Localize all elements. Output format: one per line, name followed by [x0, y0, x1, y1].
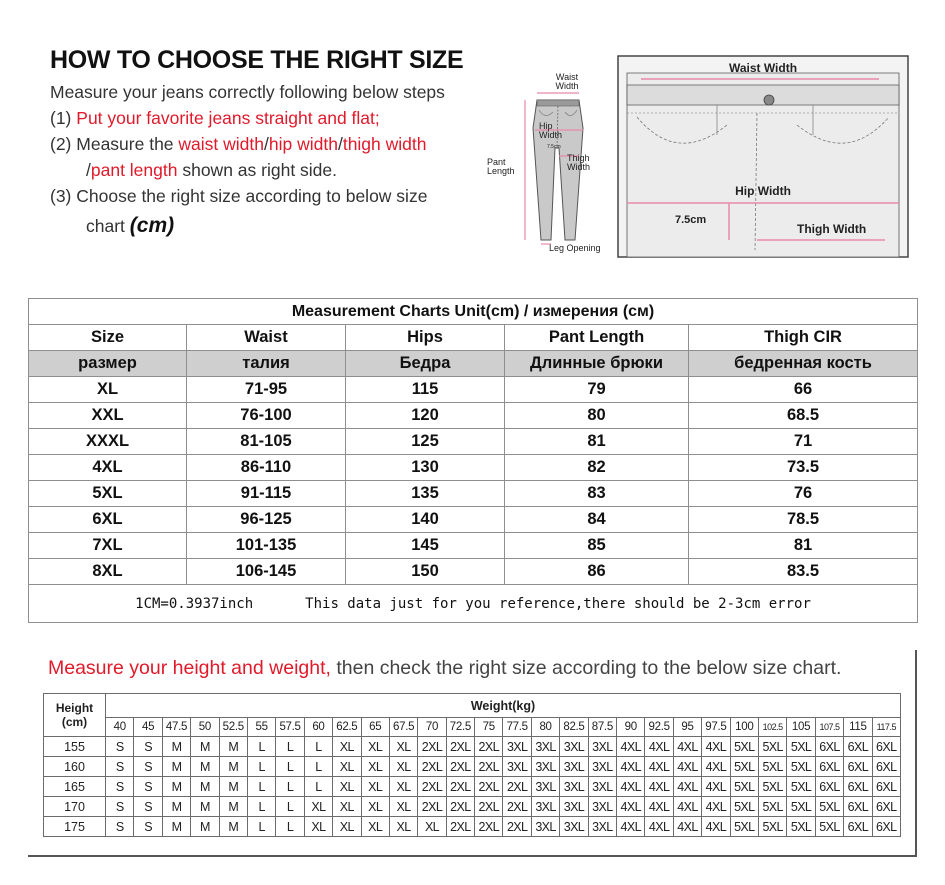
header-row-en: [29, 325, 918, 351]
step-2-continued: [50, 157, 495, 183]
measurement-chart-body: [29, 299, 918, 623]
size-cell: XL: [361, 737, 389, 757]
table-cell: 81-105: [187, 429, 346, 455]
size-cell: M: [191, 737, 219, 757]
table-cell: 7XL: [29, 533, 187, 559]
error-note: This data just for you reference,there should be 2-3cm error: [305, 595, 811, 612]
size-cell: 2XL: [475, 757, 503, 777]
size-cell: 4XL: [617, 817, 645, 837]
size-cell: 4XL: [702, 797, 730, 817]
thigh-width-label: Thigh: [567, 153, 590, 163]
step-2-length: pant length: [90, 160, 178, 180]
size-cell: XL: [418, 817, 446, 837]
size-cell: 5XL: [787, 817, 815, 837]
step-3: [50, 183, 495, 209]
size-cell: M: [191, 817, 219, 837]
size-cell: 4XL: [617, 797, 645, 817]
closeup-measure-diagram: [617, 55, 909, 258]
size-cell: L: [276, 737, 304, 757]
thigh-width-label: Width: [567, 162, 591, 172]
step-2-thigh: thigh width: [342, 134, 427, 154]
step-2-number: (2): [50, 134, 72, 154]
table-cell: 81: [505, 429, 689, 455]
step-3-number: (3): [50, 186, 72, 206]
height-row: [44, 817, 901, 837]
size-cell: XL: [333, 757, 361, 777]
height-value: 155: [44, 737, 106, 757]
table-row: [29, 377, 918, 403]
table-row: [29, 429, 918, 455]
table-cell: 91-115: [187, 481, 346, 507]
weight-value: 115: [844, 718, 872, 737]
weight-value: 72.5: [446, 718, 474, 737]
size-cell: L: [247, 817, 275, 837]
height-value: 160: [44, 757, 106, 777]
size-cell: 6XL: [844, 797, 872, 817]
size-cell: S: [106, 737, 134, 757]
waist-width-label: Width: [555, 81, 579, 91]
size-cell: 4XL: [617, 737, 645, 757]
size-cell: XL: [389, 737, 417, 757]
weight-value: 55: [247, 718, 275, 737]
small-measure-label: 7.5cm: [547, 144, 561, 150]
size-cell: 5XL: [787, 737, 815, 757]
weight-value: 90: [617, 718, 645, 737]
table-cell: 85: [505, 533, 689, 559]
column-header-ru: бедренная кость: [689, 351, 918, 377]
column-header: Size: [29, 325, 187, 351]
size-cell: 2XL: [446, 817, 474, 837]
step-1: [50, 105, 495, 131]
size-cell: 4XL: [673, 777, 701, 797]
size-cell: 2XL: [503, 817, 531, 837]
column-header-ru: талия: [187, 351, 346, 377]
size-cell: S: [134, 817, 162, 837]
waist-width-label: Waist: [555, 72, 579, 82]
height-value: 165: [44, 777, 106, 797]
size-cell: XL: [361, 757, 389, 777]
weight-value: 100: [730, 718, 758, 737]
size-cell: L: [276, 757, 304, 777]
table-cell: 73.5: [689, 455, 918, 481]
height-weight-chart: [43, 693, 901, 837]
weight-value: 47.5: [162, 718, 190, 737]
header-row-ru: [29, 351, 918, 377]
jeans-measure-diagram: [485, 68, 620, 258]
size-cell: 3XL: [588, 817, 616, 837]
size-cell: 5XL: [730, 737, 758, 757]
measurement-chart: [28, 298, 918, 623]
weight-value: 75: [475, 718, 503, 737]
size-cell: 2XL: [503, 797, 531, 817]
size-cell: 2XL: [446, 797, 474, 817]
size-cell: L: [304, 777, 332, 797]
table-cell: 120: [346, 403, 505, 429]
weight-value: 102.5: [758, 718, 786, 737]
size-cell: XL: [304, 797, 332, 817]
step-2-suffix: shown as right side.: [177, 160, 338, 180]
closeup-measure-label: 7.5cm: [675, 214, 707, 226]
size-cell: 5XL: [730, 797, 758, 817]
size-cell: XL: [361, 777, 389, 797]
table-cell: XL: [29, 377, 187, 403]
size-cell: 3XL: [560, 737, 588, 757]
table-cell: 135: [346, 481, 505, 507]
weight-header: Weight(kg): [106, 694, 901, 718]
size-cell: M: [219, 797, 247, 817]
size-cell: 2XL: [446, 737, 474, 757]
weight-value: 82.5: [560, 718, 588, 737]
size-cell: S: [106, 757, 134, 777]
size-cell: 2XL: [475, 777, 503, 797]
size-cell: M: [219, 757, 247, 777]
size-cell: 4XL: [702, 737, 730, 757]
section-frame-right: [915, 650, 917, 856]
size-cell: 2XL: [418, 757, 446, 777]
size-cell: L: [304, 757, 332, 777]
step-2-hip: hip width: [268, 134, 338, 154]
size-cell: XL: [361, 817, 389, 837]
hip-width-label: Hip: [539, 121, 553, 131]
table-cell: 66: [689, 377, 918, 403]
height-row: [44, 797, 901, 817]
size-cell: M: [191, 777, 219, 797]
table-cell: 78.5: [689, 507, 918, 533]
table-row: [29, 533, 918, 559]
size-cell: 5XL: [730, 817, 758, 837]
table-cell: 125: [346, 429, 505, 455]
column-header: Pant Length: [505, 325, 689, 351]
size-cell: XL: [304, 817, 332, 837]
table-cell: 71: [689, 429, 918, 455]
size-cell: XL: [389, 817, 417, 837]
weight-value: 50: [191, 718, 219, 737]
step-2-slash: /: [264, 134, 269, 154]
column-header: Thigh CIR: [689, 325, 918, 351]
size-cell: 5XL: [730, 757, 758, 777]
size-cell: 6XL: [872, 757, 900, 777]
size-cell: XL: [389, 777, 417, 797]
weight-value: 117.5: [872, 718, 900, 737]
size-cell: L: [247, 737, 275, 757]
table-cell: 6XL: [29, 507, 187, 533]
table-cell: 81: [689, 533, 918, 559]
weight-value: 60: [304, 718, 332, 737]
closeup-thigh-label: Thigh Width: [797, 222, 867, 236]
size-cell: 4XL: [617, 757, 645, 777]
conversion-note: 1CM=0.3937inch: [135, 595, 254, 612]
size-cell: 3XL: [560, 777, 588, 797]
size-cell: 4XL: [702, 817, 730, 837]
step-3-continued: [50, 213, 495, 239]
table-cell: XXXL: [29, 429, 187, 455]
weight-value: 95: [673, 718, 701, 737]
table-cell: 140: [346, 507, 505, 533]
table-row: [29, 559, 918, 585]
weight-value: 77.5: [503, 718, 531, 737]
table-cell: 79: [505, 377, 689, 403]
size-cell: L: [276, 777, 304, 797]
table-cell: 82: [505, 455, 689, 481]
section-frame-bottom: [28, 855, 917, 857]
weight-value: 67.5: [389, 718, 417, 737]
size-cell: L: [276, 797, 304, 817]
size-cell: 6XL: [844, 777, 872, 797]
table-caption-row: [29, 299, 918, 325]
weight-value: 80: [531, 718, 559, 737]
table-cell: 80: [505, 403, 689, 429]
size-cell: XL: [333, 797, 361, 817]
size-cell: 6XL: [815, 777, 843, 797]
weight-value: 92.5: [645, 718, 673, 737]
table-row: [29, 507, 918, 533]
size-cell: 3XL: [588, 737, 616, 757]
step-2-waist: waist width: [178, 134, 264, 154]
height-value: 170: [44, 797, 106, 817]
size-cell: XL: [333, 777, 361, 797]
table-cell: 5XL: [29, 481, 187, 507]
size-cell: 3XL: [588, 797, 616, 817]
table-cell: 68.5: [689, 403, 918, 429]
size-cell: 4XL: [673, 797, 701, 817]
size-cell: 6XL: [815, 757, 843, 777]
weight-value: 62.5: [333, 718, 361, 737]
size-cell: S: [134, 737, 162, 757]
table-cell: 4XL: [29, 455, 187, 481]
hip-width-label: Width: [539, 130, 563, 140]
size-cell: 3XL: [531, 817, 559, 837]
size-cell: 4XL: [645, 757, 673, 777]
leg-opening-label: Leg Opening: [549, 243, 601, 253]
table-cell: 86-110: [187, 455, 346, 481]
size-cell: 3XL: [531, 797, 559, 817]
table-row: [29, 403, 918, 429]
size-cell: 4XL: [645, 777, 673, 797]
size-cell: 2XL: [446, 777, 474, 797]
size-cell: 3XL: [531, 757, 559, 777]
step-2-prefix: Measure the: [76, 134, 179, 154]
size-cell: 5XL: [787, 757, 815, 777]
size-cell: 6XL: [844, 737, 872, 757]
size-cell: 2XL: [446, 757, 474, 777]
size-cell: XL: [389, 797, 417, 817]
table-cell: 145: [346, 533, 505, 559]
size-cell: 3XL: [560, 817, 588, 837]
step-3-text: Choose the right size according to below size: [76, 186, 428, 206]
size-cell: 5XL: [758, 757, 786, 777]
height-row: [44, 777, 901, 797]
column-header-ru: Длинные брюки: [505, 351, 689, 377]
size-cell: S: [134, 797, 162, 817]
size-cell: M: [162, 777, 190, 797]
size-cell: 3XL: [588, 757, 616, 777]
size-cell: 4XL: [645, 737, 673, 757]
table-cell: 96-125: [187, 507, 346, 533]
unit-cm: (cm): [129, 214, 175, 237]
size-cell: 4XL: [645, 797, 673, 817]
table-cell: 84: [505, 507, 689, 533]
size-cell: S: [106, 777, 134, 797]
size-cell: 5XL: [758, 777, 786, 797]
size-cell: L: [276, 817, 304, 837]
column-header-ru: размер: [29, 351, 187, 377]
size-cell: L: [247, 757, 275, 777]
weight-value: 65: [361, 718, 389, 737]
table-cell: 86: [505, 559, 689, 585]
closeup-waist-label: Waist Width: [728, 61, 798, 75]
size-cell: S: [134, 777, 162, 797]
weight-value: 107.5: [815, 718, 843, 737]
size-cell: 6XL: [844, 757, 872, 777]
size-cell: 3XL: [531, 777, 559, 797]
table-caption: Measurement Charts Unit(cm) / измерения (см): [29, 299, 918, 325]
weight-value: 97.5: [702, 718, 730, 737]
weight-values-row: [44, 718, 901, 737]
table-cell: 150: [346, 559, 505, 585]
table-cell: 83.5: [689, 559, 918, 585]
table-row: [29, 455, 918, 481]
size-instructions: [50, 46, 495, 239]
size-cell: 6XL: [872, 737, 900, 757]
table-cell: 101-135: [187, 533, 346, 559]
table-note-row: [29, 585, 918, 623]
size-cell: 5XL: [758, 737, 786, 757]
size-cell: 4XL: [617, 777, 645, 797]
size-cell: L: [247, 797, 275, 817]
step-1-number: (1): [50, 108, 72, 128]
size-cell: 4XL: [673, 757, 701, 777]
size-cell: M: [219, 777, 247, 797]
size-cell: 6XL: [872, 817, 900, 837]
size-cell: 5XL: [815, 817, 843, 837]
size-cell: 2XL: [418, 797, 446, 817]
height-header-unit: (cm): [61, 715, 88, 729]
table-cell: 106-145: [187, 559, 346, 585]
size-cell: XL: [361, 797, 389, 817]
size-cell: 2XL: [418, 737, 446, 757]
size-cell: M: [191, 797, 219, 817]
size-cell: 6XL: [872, 797, 900, 817]
weight-value: 70: [418, 718, 446, 737]
table-cell: 76-100: [187, 403, 346, 429]
size-cell: 4XL: [702, 777, 730, 797]
size-cell: XL: [333, 737, 361, 757]
height-weight-title: [48, 657, 841, 680]
page-title: HOW TO CHOOSE THE RIGHT SIZE: [50, 46, 464, 74]
intro-text: Measure your jeans correctly following below steps: [50, 82, 445, 102]
table-row: [29, 481, 918, 507]
size-cell: 5XL: [815, 797, 843, 817]
size-cell: 3XL: [531, 737, 559, 757]
height-header-label: Height: [55, 701, 94, 715]
size-cell: 4XL: [645, 817, 673, 837]
size-cell: S: [134, 757, 162, 777]
size-cell: 3XL: [560, 797, 588, 817]
size-cell: 2XL: [475, 797, 503, 817]
size-cell: L: [304, 737, 332, 757]
size-cell: 3XL: [560, 757, 588, 777]
size-cell: 4XL: [673, 737, 701, 757]
size-cell: M: [162, 757, 190, 777]
height-weight-chart-body: [44, 694, 901, 837]
size-cell: 2XL: [503, 777, 531, 797]
size-cell: M: [219, 817, 247, 837]
size-cell: S: [106, 797, 134, 817]
table-cell: XXL: [29, 403, 187, 429]
table-cell: 83: [505, 481, 689, 507]
size-cell: L: [247, 777, 275, 797]
size-cell: M: [162, 737, 190, 757]
weight-title-row: [44, 694, 901, 718]
size-cell: M: [162, 817, 190, 837]
step-2-slash: /: [337, 134, 343, 154]
step-2: [50, 131, 495, 157]
size-cell: 6XL: [815, 737, 843, 757]
size-cell: 6XL: [844, 817, 872, 837]
height-row: [44, 757, 901, 777]
size-cell: M: [191, 757, 219, 777]
table-cell: 115: [346, 377, 505, 403]
table-note: [29, 585, 918, 623]
size-cell: 5XL: [787, 777, 815, 797]
size-cell: 2XL: [475, 817, 503, 837]
column-header: Waist: [187, 325, 346, 351]
size-cell: 2XL: [475, 737, 503, 757]
size-cell: 3XL: [503, 737, 531, 757]
height-value: 175: [44, 817, 106, 837]
size-cell: XL: [333, 817, 361, 837]
height-weight-title-highlight: Measure your height and weight,: [48, 657, 331, 679]
weight-value: 45: [134, 718, 162, 737]
table-cell: 130: [346, 455, 505, 481]
closeup-hip-label: Hip Width: [735, 184, 791, 198]
height-header: [44, 694, 106, 737]
height-weight-title-rest: then check the right size according to the below size chart.: [330, 657, 842, 679]
step-3-chart: chart: [86, 216, 130, 236]
weight-value: 40: [106, 718, 134, 737]
column-header-ru: Бедра: [346, 351, 505, 377]
weight-value: 105: [787, 718, 815, 737]
weight-value: 52.5: [219, 718, 247, 737]
size-cell: 6XL: [872, 777, 900, 797]
size-cell: M: [162, 797, 190, 817]
size-cell: M: [219, 737, 247, 757]
size-cell: 4XL: [673, 817, 701, 837]
size-cell: 5XL: [758, 817, 786, 837]
size-cell: 5XL: [787, 797, 815, 817]
size-cell: XL: [389, 757, 417, 777]
step-1-text: Put your favorite jeans straight and flat;: [76, 108, 380, 128]
size-cell: 3XL: [503, 757, 531, 777]
size-cell: 5XL: [730, 777, 758, 797]
step-2-slash: /: [86, 160, 91, 180]
table-cell: 8XL: [29, 559, 187, 585]
height-row: [44, 737, 901, 757]
table-cell: 76: [689, 481, 918, 507]
size-cell: 3XL: [588, 777, 616, 797]
column-header: Hips: [346, 325, 505, 351]
size-cell: 4XL: [702, 757, 730, 777]
size-cell: 2XL: [418, 777, 446, 797]
weight-value: 87.5: [588, 718, 616, 737]
pant-length-label: Pant: [487, 157, 506, 167]
weight-value: 57.5: [276, 718, 304, 737]
table-cell: 71-95: [187, 377, 346, 403]
size-cell: 5XL: [758, 797, 786, 817]
pant-length-label: Length: [487, 166, 515, 176]
size-cell: S: [106, 817, 134, 837]
